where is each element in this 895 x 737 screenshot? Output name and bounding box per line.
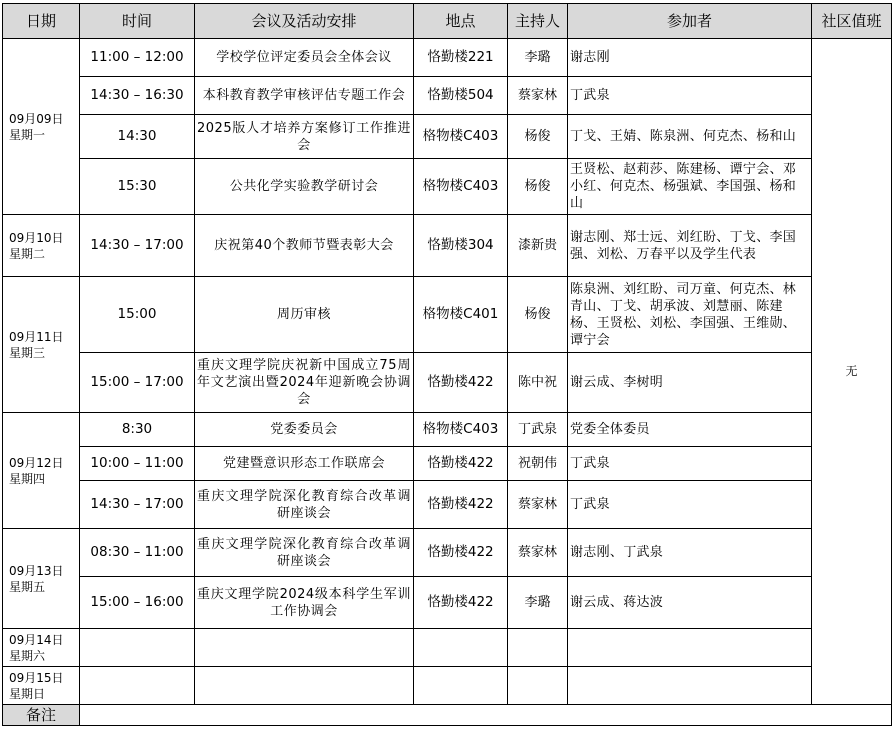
participants-cell: 丁武泉 [568,77,812,115]
header-time: 时间 [80,4,195,39]
weekday-text: 星期一 [9,127,46,142]
host-cell: 李璐 [508,39,568,77]
place-cell: 恪勤楼422 [414,353,508,413]
place-cell: 恪勤楼422 [414,577,508,629]
weekly-schedule-table [2,3,892,726]
time-cell: 8:30 [80,413,195,447]
host-cell [508,629,568,667]
time-cell [80,667,195,705]
time-cell: 11:00 – 12:00 [80,39,195,77]
note-cell [80,705,892,726]
date-text: 09月13日 [9,563,64,578]
participants-cell [568,629,812,667]
date-text: 09月11日 [9,329,64,344]
weekday-text: 星期五 [9,579,46,594]
time-cell: 15:00 [80,277,195,353]
header-row [3,4,892,39]
time-cell: 14:30 – 16:30 [80,77,195,115]
schedule-row [3,115,892,159]
header-duty: 社区值班 [812,4,892,39]
date-text: 09月14日 [9,632,64,647]
place-cell: 恪勤楼422 [414,481,508,529]
meeting-cell: 重庆文理学院庆祝新中国成立75周年文艺演出暨2024年迎新晚会协调会 [195,353,414,413]
schedule-row [3,577,892,629]
schedule-row [3,667,892,705]
place-cell [414,667,508,705]
date-cell [3,277,80,413]
schedule-row [3,39,892,77]
place-cell: 恪勤楼304 [414,215,508,277]
time-cell: 14:30 [80,115,195,159]
time-cell [80,629,195,667]
time-cell: 08:30 – 11:00 [80,529,195,577]
weekday-text: 星期二 [9,246,46,261]
header-host: 主持人 [508,4,568,39]
host-cell: 杨俊 [508,277,568,353]
weekday-text: 星期四 [9,471,46,486]
participants-cell: 丁武泉 [568,481,812,529]
participants-cell: 党委全体委员 [568,413,812,447]
meeting-cell: 重庆文理学院深化教育综合改革调研座谈会 [195,481,414,529]
schedule-row [3,159,892,215]
weekday-text: 星期日 [9,686,46,701]
meeting-cell: 学校学位评定委员会全体会议 [195,39,414,77]
participants-cell: 谢志刚 [568,39,812,77]
date-cell [3,529,80,629]
duty-cell: 无 [812,39,892,705]
host-cell: 杨俊 [508,115,568,159]
meeting-cell: 党委委员会 [195,413,414,447]
date-text: 09月10日 [9,230,64,245]
place-cell: 恪勤楼504 [414,77,508,115]
note-row [3,705,892,726]
time-cell: 10:00 – 11:00 [80,447,195,481]
meeting-cell: 党建暨意识形态工作联席会 [195,447,414,481]
participants-cell: 王贤松、赵莉莎、陈建杨、谭宁会、邓小红、何克杰、杨强斌、李国强、杨和山 [568,159,812,215]
place-cell: 格物楼C403 [414,413,508,447]
schedule-row [3,529,892,577]
date-cell [3,667,80,705]
time-cell: 15:00 – 17:00 [80,353,195,413]
participants-cell: 谢志刚、丁武泉 [568,529,812,577]
meeting-cell: 重庆文理学院深化教育综合改革调研座谈会 [195,529,414,577]
meeting-cell: 庆祝第40个教师节暨表彰大会 [195,215,414,277]
host-cell: 杨俊 [508,159,568,215]
participants-cell [568,667,812,705]
participants-cell: 谢云成、李树明 [568,353,812,413]
participants-cell: 丁戈、王婧、陈泉洲、何克杰、杨和山 [568,115,812,159]
schedule-row [3,481,892,529]
time-cell: 15:00 – 16:00 [80,577,195,629]
schedule-row [3,413,892,447]
host-cell: 祝朝伟 [508,447,568,481]
schedule-row [3,277,892,353]
note-label: 备注 [3,705,80,726]
meeting-cell: 2025版人才培养方案修订工作推进会 [195,115,414,159]
meeting-cell [195,629,414,667]
place-cell: 恪勤楼422 [414,447,508,481]
host-cell: 李璐 [508,577,568,629]
time-cell: 14:30 – 17:00 [80,215,195,277]
host-cell: 蔡家林 [508,77,568,115]
time-cell: 15:30 [80,159,195,215]
weekday-text: 星期六 [9,648,46,663]
meeting-cell: 周历审核 [195,277,414,353]
schedule-row [3,77,892,115]
header-place: 地点 [414,4,508,39]
date-cell [3,413,80,529]
place-cell: 格物楼C403 [414,159,508,215]
meeting-cell: 本科教育教学审核评估专题工作会 [195,77,414,115]
place-cell [414,629,508,667]
schedule-row [3,629,892,667]
place-cell: 恪勤楼422 [414,529,508,577]
host-cell: 丁武泉 [508,413,568,447]
header-date: 日期 [3,4,80,39]
header-meeting: 会议及活动安排 [195,4,414,39]
schedule-row [3,215,892,277]
date-text: 09月09日 [9,111,64,126]
host-cell [508,667,568,705]
schedule-row [3,353,892,413]
participants-cell: 丁武泉 [568,447,812,481]
weekday-text: 星期三 [9,345,46,360]
place-cell: 恪勤楼221 [414,39,508,77]
date-cell [3,629,80,667]
participants-cell: 谢云成、蒋达波 [568,577,812,629]
schedule-row [3,447,892,481]
date-text: 09月15日 [9,670,64,685]
place-cell: 格物楼C401 [414,277,508,353]
place-cell: 格物楼C403 [414,115,508,159]
date-cell [3,215,80,277]
meeting-cell [195,667,414,705]
host-cell: 漆新贵 [508,215,568,277]
meeting-cell: 重庆文理学院2024级本科学生军训工作协调会 [195,577,414,629]
host-cell: 陈中祝 [508,353,568,413]
participants-cell: 陈泉洲、刘红盼、司万童、何克杰、林青山、丁戈、胡承波、刘慧丽、陈建杨、王贤松、刘松、李国强、王维勋、谭宁会 [568,277,812,353]
time-cell: 14:30 – 17:00 [80,481,195,529]
header-participants: 参加者 [568,4,812,39]
meeting-cell: 公共化学实验教学研讨会 [195,159,414,215]
date-text: 09月12日 [9,455,64,470]
host-cell: 蔡家林 [508,529,568,577]
participants-cell: 谢志刚、郑士远、刘红盼、丁戈、李国强、刘松、万春平以及学生代表 [568,215,812,277]
host-cell: 蔡家林 [508,481,568,529]
date-cell [3,39,80,215]
